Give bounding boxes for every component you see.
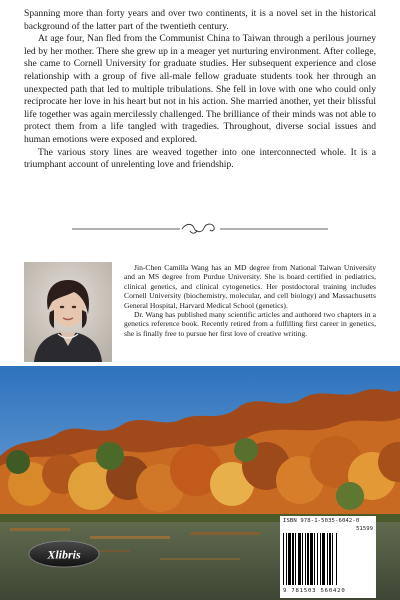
author-photo (24, 262, 112, 362)
isbn-barcode (280, 516, 376, 598)
barcode-digits: 9 781503 560420 (283, 588, 346, 594)
price-code: 51599 (356, 526, 373, 532)
barcode-bar (292, 533, 294, 585)
barcode-bar (329, 533, 331, 585)
barcode-bar (314, 533, 315, 585)
bio-paragraph-1: Jin-Chen Camilla Wang has an MD degree from National Taiwan University and an MS degree from Purdue University. She is board certified in pediatrics, clinical genetics, and clinical cytogenetics. Her postdoctoral training includes Cornell University (biochemistry, molecular, and cell biology) and Massachusetts General Hospital, Harvard Medical School (genetics). (124, 263, 376, 310)
description-paragraph-3: The various story lines are weaved together into one interconnected whole. It is a triumphant account of unrelenting love and friendship. (24, 146, 376, 171)
barcode-bar (320, 533, 321, 585)
barcode-bar (307, 533, 309, 585)
barcode-bar (302, 533, 303, 585)
barcode-bars (283, 533, 373, 587)
ornament-divider (0, 222, 400, 236)
barcode-bar (286, 533, 287, 585)
publisher-logo (28, 540, 100, 568)
back-cover-description (24, 8, 376, 172)
barcode-bar (322, 533, 325, 585)
barcode-bar (295, 533, 296, 585)
barcode-bar (336, 533, 337, 585)
bio-paragraph-2: Dr. Wang has published many scientific articles and authored two chapters in a genetics reference book. Recently retired from a fulfilling first career in genetics, she is finally free to pursue her first love of creative writing. (124, 310, 376, 338)
description-paragraph-1: Spanning more than forty years and over two continents, it is a novel set in the historical background of the latter part of the twentieth century. (24, 8, 376, 32)
author-bio (124, 263, 376, 338)
barcode-bar (327, 533, 328, 585)
barcode-bar (298, 533, 301, 585)
barcode-bar (288, 533, 291, 585)
publisher-logo-text: Xlibris (47, 547, 81, 562)
barcode-bar (332, 533, 333, 585)
isbn-label: ISBN 978-1-5035-6042-0 (283, 518, 360, 524)
barcode-bar (310, 533, 313, 585)
barcode-bar (283, 533, 284, 585)
description-paragraph-2: At age four, Nan fled from the Communist China to Taiwan through a perilous journey led by her mother. There she grew up in a meager yet nurturing environment. After college, she came to Cornell University for graduate studies. Her subsequent experience and close relationship with a group of five all-male fellow graduate students took her through an unexpected path that led to multiple tribulations. She fell in love with one who could only reciprocate her love in his heart but not in his action. She married another, yet their blissful life together was again mercilessly challenged. The brilliance of their minds was not able to protect them from a life tangled with tragedies. Throughout, diverse social issues and human emotions were exposed and explored. (24, 33, 376, 145)
barcode-bar (317, 533, 318, 585)
barcode-bar (305, 533, 306, 585)
